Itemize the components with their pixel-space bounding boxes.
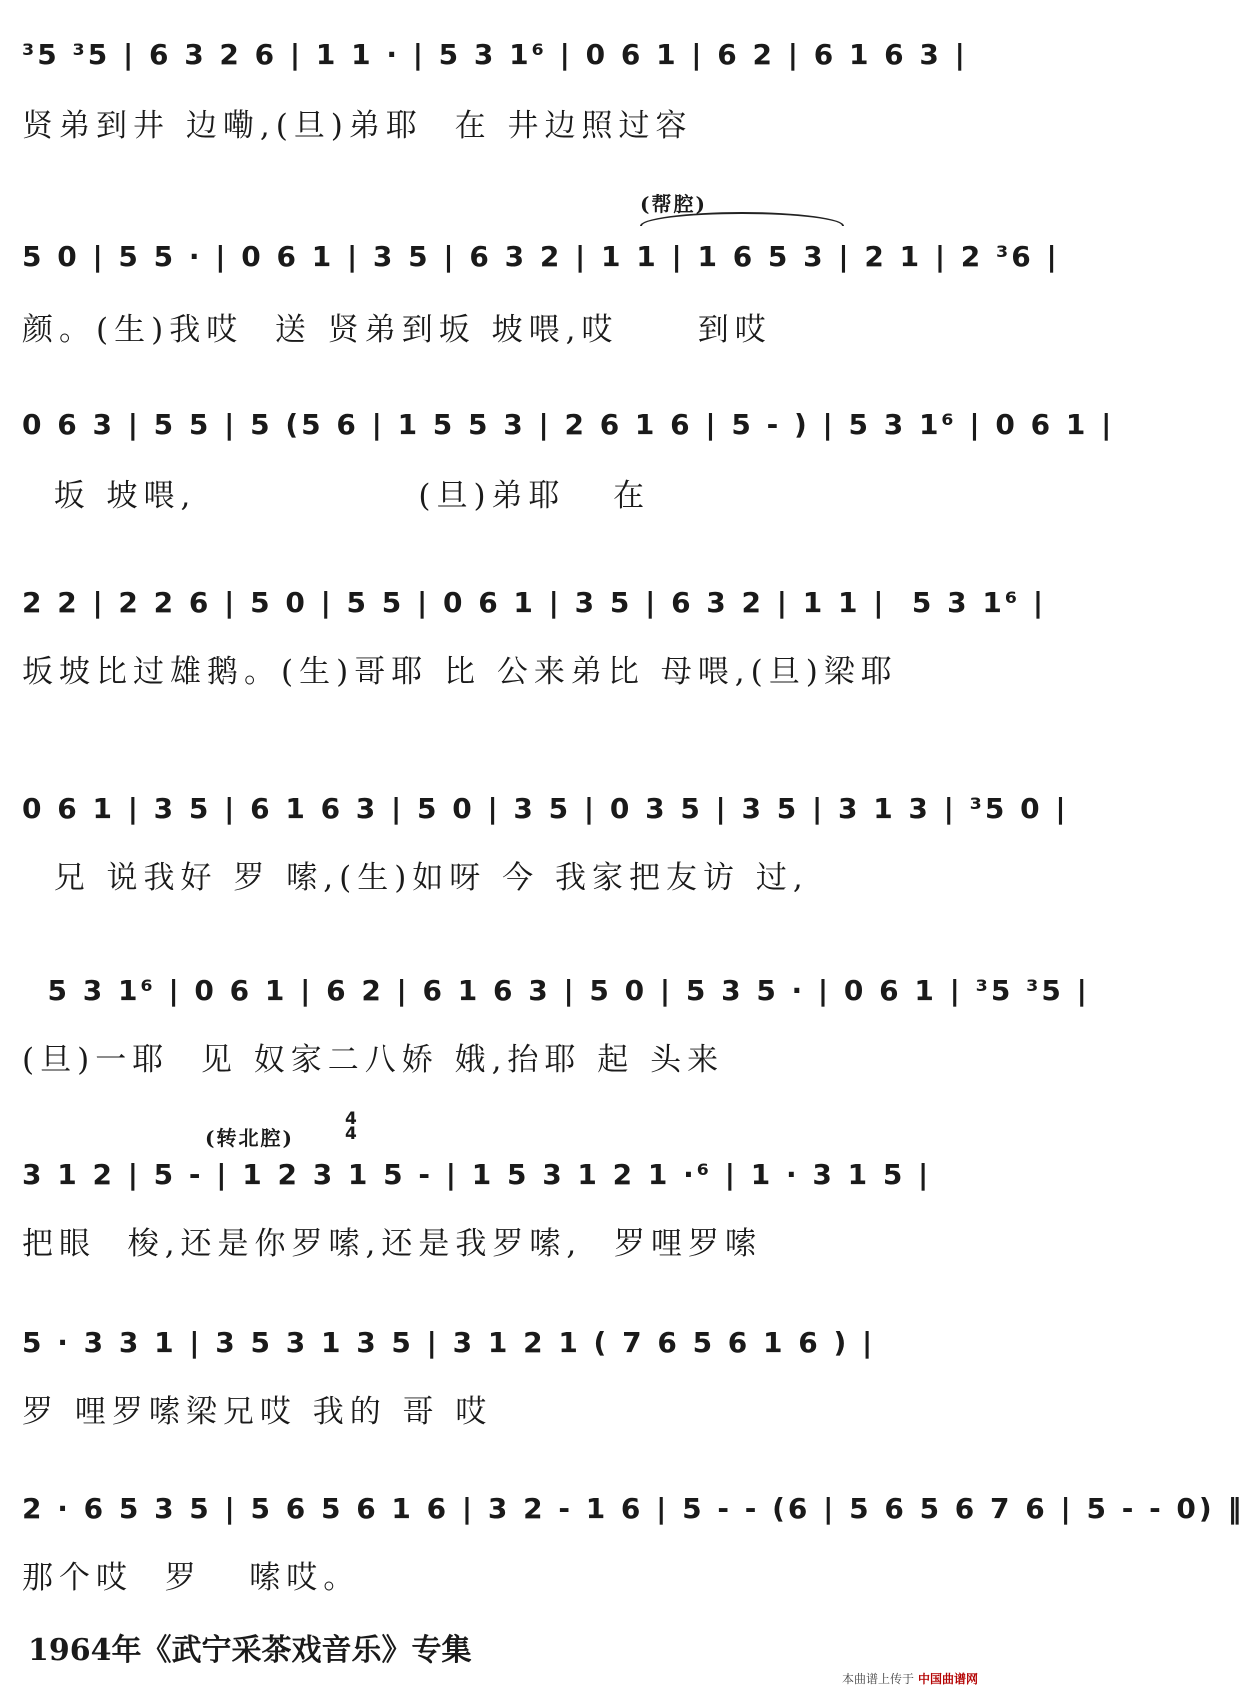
time-signature: [345, 1109, 357, 1144]
upload-credit: [842, 1670, 978, 1687]
lyrics-line: 把眼 梭,还是你罗嗦,还是我罗嗦, 罗哩罗嗦: [22, 1226, 762, 1262]
source-caption: 1964年《武宁采茶戏音乐》专集: [28, 1633, 472, 1668]
lyrics-line: 罗 哩罗嗦梁兄哎 我的 哥 哎: [22, 1394, 493, 1430]
notation-line: 5 3 1⁶ | 0 6 1 | 6 2 | 6 1 6 3 | 5 0 | 5 3 5 · | 0 6 1 | ³5 ³5 |: [22, 974, 1090, 1007]
notation-line: 5 · 3 3 1 | 3 5 3 1 3 5 | 3 1 2 1 ( 7 6 5 6 1 6 ) |: [22, 1326, 876, 1359]
lyrics-line: 那个哎 罗 嗦哎。: [22, 1560, 361, 1596]
notation-line: 0 6 3 | 5 5 | 5 (5 6 | 1 5 5 3 | 2 6 1 6 | 5 - ) | 5 3 1⁶ | 0 6 1 |: [22, 408, 1115, 441]
time-signature-bottom: 4: [345, 1124, 357, 1144]
zhuanbeiqiang-annotation: (转北腔): [205, 1126, 294, 1150]
notation-line: ³5 ³5 | 6 3 2 6 | 1 1 · | 5 3 1⁶ | 0 6 1 | 6 2 | 6 1 6 3 |: [22, 38, 968, 71]
notation-line: 3 1 2 | 5 - | 1 2 3 1 5 - | 1 5 3 1 2 1 ·⁶ | 1 · 3 1 5 |: [22, 1158, 932, 1191]
lyrics-line: 颜。(生)我哎 送 贤弟到坂 坡喂,哎 到哎: [22, 312, 772, 348]
notation-line: 0 6 1 | 3 5 | 6 1 6 3 | 5 0 | 3 5 | 0 3 5 | 3 5 | 3 1 3 | ³5 0 |: [22, 792, 1069, 825]
bangqiang-annotation: (帮腔): [640, 192, 707, 216]
notation-line: 2 2 | 2 2 6 | 5 0 | 5 5 | 0 6 1 | 3 5 | 6 3 2 | 1 1 | 5 3 1⁶ |: [22, 586, 1047, 619]
lyrics-line: 坂 坡喂, (旦)弟耶 在: [22, 478, 651, 514]
notation-line: 5 0 | 5 5 · | 0 6 1 | 3 5 | 6 3 2 | 1 1 | 1 6 5 3 | 2 1 | 2 ³6 |: [22, 240, 1060, 273]
lyrics-line: 坂坡比过雄鹅。(生)哥耶 比 公来弟比 母喂,(旦)梁耶: [22, 654, 898, 690]
lyrics-line: (旦)一耶 见 奴家二八娇 娥,抬耶 起 头来: [22, 1042, 725, 1078]
time-signature-top: 4: [345, 1109, 357, 1129]
credit-text: 本曲谱上传于: [841, 1672, 914, 1686]
site-logo: 中国曲谱网: [917, 1672, 978, 1686]
lyrics-line: 兄 说我好 罗 嗦,(生)如呀 今 我家把友访 过,: [22, 860, 809, 896]
lyrics-line: 贤弟到井 边嘞,(旦)弟耶 在 井边照过容: [22, 108, 693, 144]
notation-line: 2 · 6 5 3 5 | 5 6 5 6 1 6 | 3 2 - 1 6 | 5 - - (6 | 5 6 5 6 7 6 | 5 - - 0) ‖: [22, 1492, 1244, 1525]
